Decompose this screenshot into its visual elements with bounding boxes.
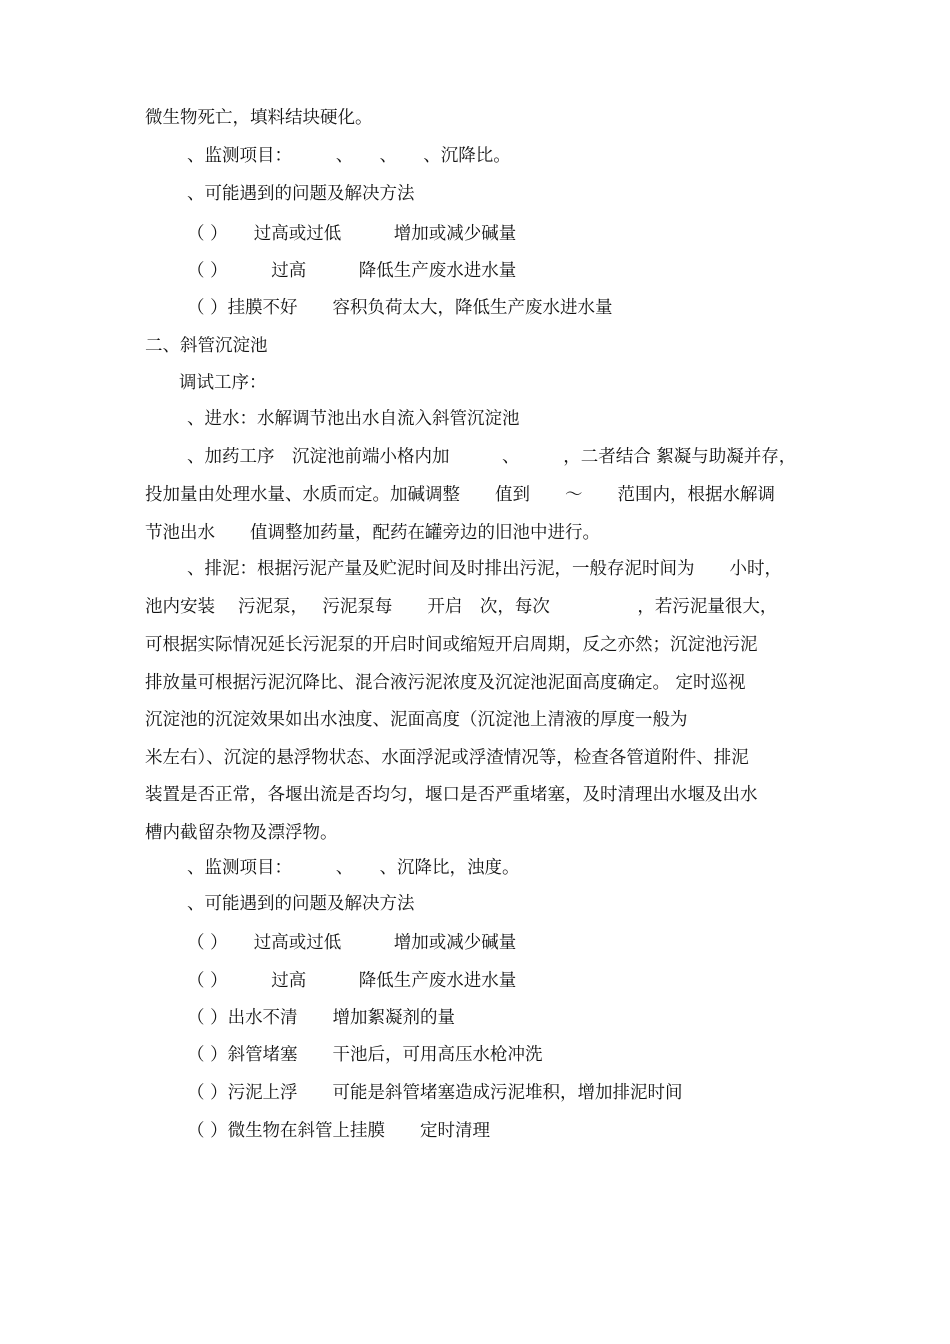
text-line: 、进水：水解调节池出水自流入斜管沉淀池: [187, 409, 520, 429]
text-line: 池内安装 污泥泵， 污泥泵每 开启 次，每次 ，若污泥量很大，: [145, 597, 778, 617]
text-line: （ ）污泥上浮 可能是斜管堵塞造成污泥堆积，增加排泥时间: [187, 1083, 683, 1103]
text-line: 投加量由处理水量、水质而定。加碱调整 值到 ～ 范围内，根据水解调: [145, 485, 775, 505]
text-line: （ ） 过高 降低生产废水进水量: [187, 971, 517, 991]
text-line: 米左右）、沉淀的悬浮物状态、水面浮泥或浮渣情况等，检查各管道附件、排泥: [145, 748, 749, 768]
text-line: 、加药工序 沉淀池前端小格内加 、 ，二者结合 絮凝与助凝并存，: [187, 447, 797, 467]
text-line: 、可能遇到的问题及解决方法: [187, 184, 415, 204]
text-line: 节池出水 值调整加药量，配药在罐旁边的旧池中进行。: [145, 523, 600, 543]
text-line: （ ） 过高或过低 增加或减少碱量: [187, 933, 517, 953]
text-line: 、可能遇到的问题及解决方法: [187, 894, 415, 914]
text-line: 、排泥：根据污泥产量及贮泥时间及时排出污泥，一般存泥时间为 小时，: [187, 559, 782, 579]
text-line: （ ） 过高或过低 增加或减少碱量: [187, 224, 517, 244]
text-line: （ ） 过高 降低生产废水进水量: [187, 261, 517, 281]
text-line: （ ）挂膜不好 容积负荷太大，降低生产废水进水量: [187, 298, 613, 318]
text-line: 二、斜管沉淀池: [145, 336, 268, 356]
text-line: 槽内截留杂物及漂浮物。: [145, 823, 338, 843]
text-line: （ ）微生物在斜管上挂膜 定时清理: [187, 1121, 491, 1141]
text-line: 可根据实际情况延长污泥泵的开启时间或缩短开启周期，反之亦然；沉淀池污泥: [145, 635, 758, 655]
text-line: 沉淀池的沉淀效果如出水浊度、泥面高度（沉淀池上清液的厚度一般为: [145, 710, 688, 730]
text-line: 、监测项目： 、 、 、沉降比。: [187, 146, 511, 166]
text-line: 装置是否正常，各堰出流是否均匀，堰口是否严重堵塞，及时清理出水堰及出水: [145, 785, 758, 805]
text-line: 、监测项目： 、 、沉降比，浊度。: [187, 858, 520, 878]
text-line: 微生物死亡，填料结块硬化。: [145, 108, 373, 128]
text-line: （ ）斜管堵塞 干池后，可用高压水枪冲洗: [187, 1045, 543, 1065]
text-line: （ ）出水不清 增加絮凝剂的量: [187, 1008, 456, 1028]
text-line: 调试工序：: [179, 373, 267, 393]
text-line: 排放量可根据污泥沉降比、混合液污泥浓度及沉淀池泥面高度确定。 定时巡视: [145, 673, 746, 693]
